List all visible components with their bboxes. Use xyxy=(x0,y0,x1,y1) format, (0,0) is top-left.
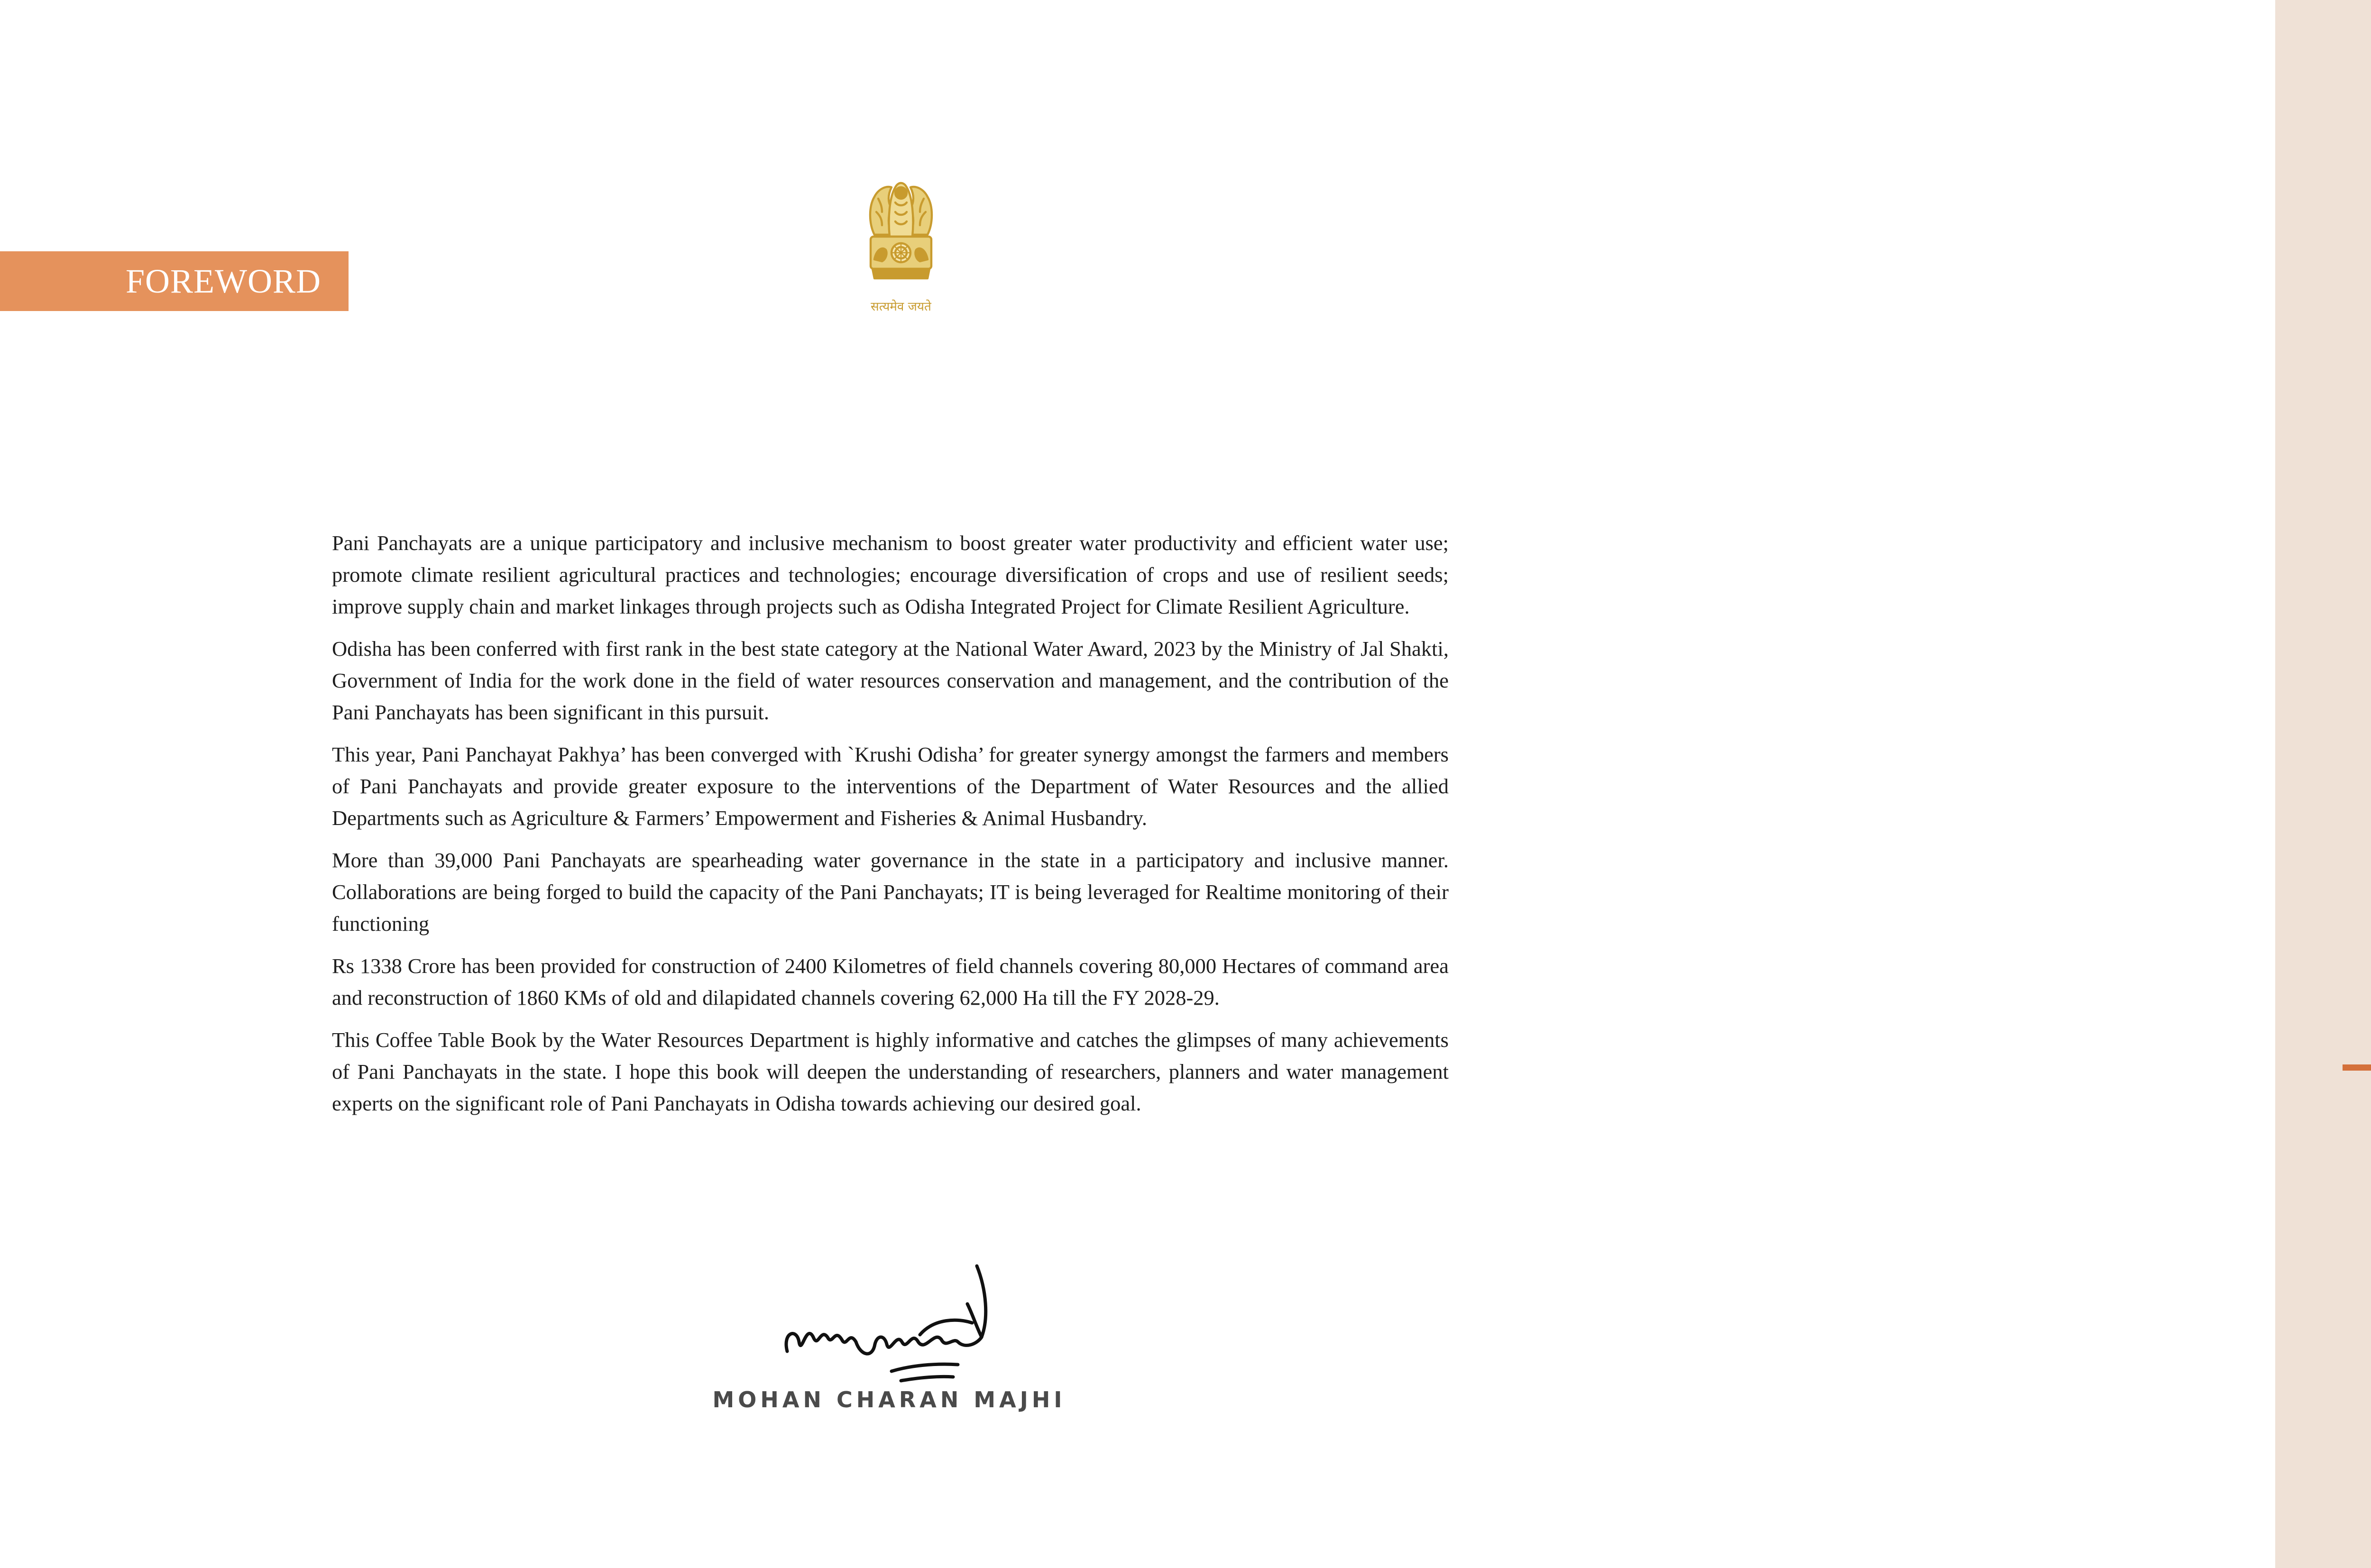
section-tab xyxy=(0,251,349,311)
profile-designation xyxy=(2275,1155,2371,1177)
foreword-paragraph: This year, Pani Panchayat Pakhya’ has been converged with `Krushi Odisha’ for greater synergy amongst the farmers and members of Pani Panchayats and provide greater exposure to the interventions of the Department of Water Resources and the allied Departments such as Agriculture & Farmers’ Empowerment and Fisheries & Animal Husbandry. xyxy=(332,743,1449,830)
divider-rule xyxy=(2343,1064,2371,1071)
profile-name xyxy=(2275,1100,2371,1142)
emblem-motto: सत्यमेव जयते xyxy=(871,300,931,314)
foreword-paragraph: More than 39,000 Pani Panchayats are spearheading water governance in the state in a participatory and inclusive manner. Collaborations are being forged to build the capacity of the Pani Panchayats; IT is being leveraged for Realtime monitoring of their functioning xyxy=(332,848,1449,935)
signatory-name: MOHAN CHARAN MAJHI xyxy=(712,1387,1066,1412)
section-title: FOREWORD xyxy=(125,262,321,300)
foreword-paragraph: Pani Panchayats are a unique participatory and inclusive mechanism to boost greater water productivity and efficient water use; promote climate resilient agricultural practices and technologies; encourage diversification of crops and use of resilient seeds; improve supply chain and market linkages through projects such as Odisha Integrated Project for Climate Resilient Agriculture. xyxy=(332,531,1449,618)
state-emblem-icon xyxy=(854,168,948,334)
foreword-paragraph: Odisha has been conferred with first rank in the best state category at the National Water Award, 2023 by the Ministry of Jal Shakti, Government of India for the work done in the field of water resources conservation and management, and the contribution of the Pani Panchayats has been significant in this pursuit. xyxy=(332,637,1449,724)
handwritten-signature xyxy=(778,1247,1010,1389)
profile-panel xyxy=(2275,0,2371,1568)
foreword-paragraph: Rs 1338 Crore has been provided for construction of 2400 Kilometres of field channels covering 80,000 Hectares of command area and reconstruction of 1860 KMs of old and dilapidated channels covering 62,000 Ha till the FY 2028-29. xyxy=(332,954,1449,1009)
foreword-paragraph: This Coffee Table Book by the Water Resources Department is highly informative and catches the glimpses of many achievements of Pani Panchayats in the state. I hope this book will deepen the understanding of researchers, planners and water management experts on the significant role of Pani Panchayats in Odisha towards achieving our desired goal. xyxy=(332,1028,1449,1115)
foreword-body xyxy=(332,527,1449,1130)
